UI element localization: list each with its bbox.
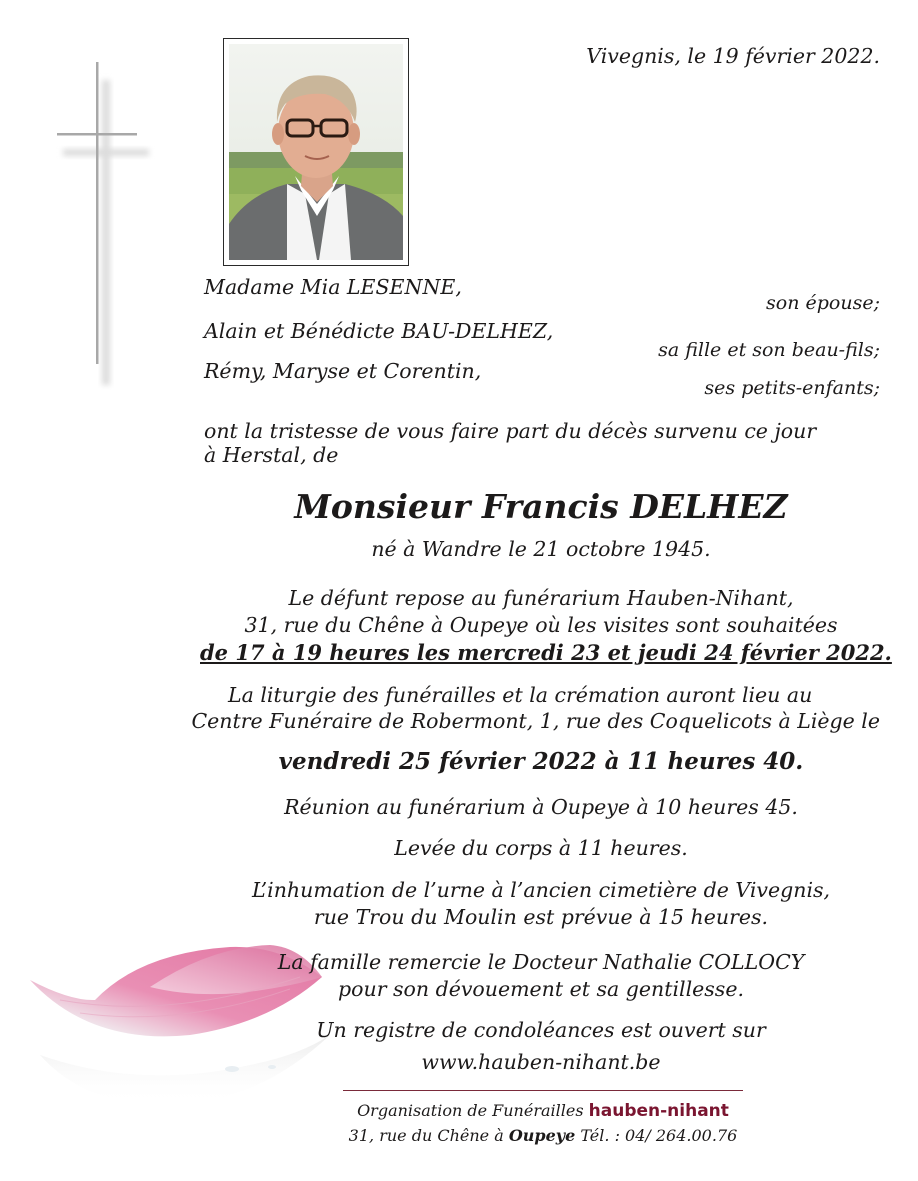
- footer-org-line: [343, 1101, 743, 1121]
- departure-line: Levée du corps à 11 heures.: [394, 836, 688, 860]
- date-line: Vivegnis, le 19 février 2022.: [586, 44, 880, 68]
- family-name-1: Madame Mia LESENNE,: [204, 275, 462, 299]
- visitation-line-2: 31, rue du Chêne à Oupeye où les visites sont souhaitées: [244, 613, 838, 637]
- announcement-line-1: ont la tristesse de vous faire part du décès survenu ce jour: [204, 419, 817, 443]
- visitation-line-1: Le défunt repose au funérarium Hauben-Nihant,: [288, 586, 794, 610]
- brand-logo: hauben-nihant: [588, 1101, 729, 1121]
- footer-address-line: [343, 1126, 743, 1146]
- portrait-photo: [223, 38, 409, 266]
- deceased-name: Monsieur Francis DELHEZ: [294, 487, 788, 526]
- liturgy-line-2: Centre Funéraire de Robermont, 1, rue des Coquelicots à Liège le: [191, 709, 880, 733]
- footer-address: 31, rue du Chêne à: [348, 1126, 504, 1145]
- announcement-line-2: à Herstal, de: [204, 443, 339, 467]
- birth-line: né à Wandre le 21 octobre 1945.: [371, 537, 711, 561]
- registry-url-link[interactable]: www.hauben-nihant.be: [421, 1050, 661, 1074]
- family-name-3: Rémy, Maryse et Corentin,: [204, 359, 482, 383]
- family-name-2: Alain et Bénédicte BAU-DELHEZ,: [204, 319, 554, 343]
- family-relation-1: son épouse;: [766, 292, 880, 314]
- footer-divider: [343, 1090, 743, 1091]
- footer-town: Oupeye: [508, 1126, 576, 1145]
- liturgy-line-1: La liturgie des funérailles et la crémation auront lieu au: [228, 683, 813, 707]
- cross-icon: [55, 60, 155, 390]
- family-relation-2: sa fille et son beau-fils;: [658, 339, 880, 361]
- footer-org-prefix: Organisation de Funérailles: [357, 1101, 584, 1120]
- thanks-line-2: pour son dévouement et sa gentillesse.: [338, 977, 744, 1001]
- visitation-hours: de 17 à 19 heures les mercredi 23 et jeudi 24 février 2022.: [200, 640, 892, 665]
- burial-line-1: L’inhumation de l’urne à l’ancien cimetière de Vivegnis,: [251, 878, 831, 902]
- meeting-line: Réunion au funérarium à Oupeye à 10 heures 45.: [284, 795, 798, 819]
- ceremony-date: vendredi 25 février 2022 à 11 heures 40.: [278, 748, 804, 775]
- registry-line: Un registre de condoléances est ouvert sur: [316, 1018, 766, 1042]
- footer-phone: Tél. : 04/ 264.00.76: [580, 1126, 738, 1145]
- thanks-line-1: La famille remercie le Docteur Nathalie COLLOCY: [277, 950, 805, 974]
- family-relation-3: ses petits-enfants;: [704, 377, 880, 399]
- burial-line-2: rue Trou du Moulin est prévue à 15 heures.: [313, 905, 769, 929]
